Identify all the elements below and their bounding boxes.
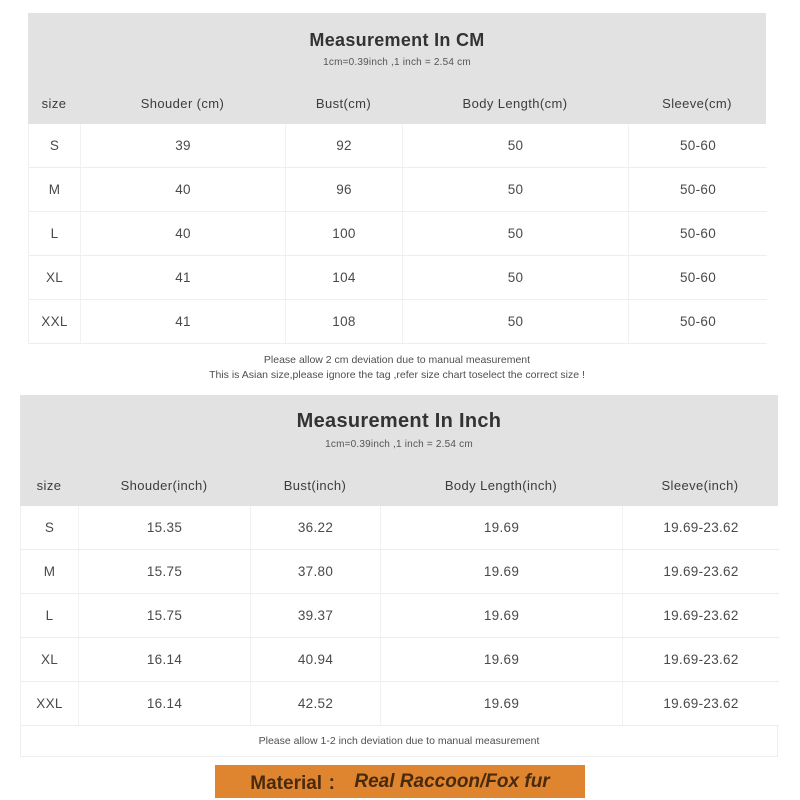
value-cell: 16.14	[79, 682, 251, 726]
value-cell: 40	[81, 168, 286, 212]
table-row-l	[29, 212, 765, 256]
value-cell: 50	[403, 256, 629, 300]
column-header-sleeve-inch: Sleeve(inch)	[661, 477, 739, 493]
value-cell: 50-60	[629, 300, 767, 344]
column-header-size: size	[36, 477, 62, 493]
cm-table-subtitle: 1cm=0.39inch ,1 inch = 2.54 cm	[323, 57, 471, 68]
cm-note-line-2: This is Asian size,please ignore the tag ,refer size chart toselect the correct size !	[209, 369, 585, 381]
value-cell: 19.69-23.62	[623, 638, 779, 682]
table-row-s	[29, 124, 765, 168]
material-label: Material ：	[250, 773, 347, 794]
inch-table-notes	[20, 726, 778, 757]
column-header-body-length-inch: Body Length(inch)	[444, 477, 558, 493]
size-cell: M	[21, 550, 79, 594]
column-header-size: size	[41, 95, 67, 111]
table-row-s	[21, 506, 777, 550]
size-cell: XL	[29, 256, 81, 300]
value-cell: 39	[81, 124, 286, 168]
value-cell: 50-60	[629, 256, 767, 300]
value-cell: 19.69	[381, 506, 623, 550]
value-cell: 36.22	[251, 506, 381, 550]
value-cell: 37.80	[251, 550, 381, 594]
value-cell: 19.69-23.62	[623, 682, 779, 726]
column-header-bust-inch: Bust(inch)	[283, 477, 347, 493]
column-header-body-length-cm: Body Length(cm)	[462, 95, 568, 111]
value-cell: 19.69-23.62	[623, 594, 779, 638]
cm-measurement-table	[28, 13, 766, 395]
size-cell: L	[21, 594, 79, 638]
table-row-xl	[21, 638, 777, 682]
table-row-m	[29, 168, 765, 212]
value-cell: 50	[403, 300, 629, 344]
material-value: Real Raccoon/Fox fur	[354, 770, 550, 792]
value-cell: 19.69-23.62	[623, 506, 779, 550]
size-cell: L	[29, 212, 81, 256]
value-cell: 108	[286, 300, 403, 344]
size-cell: S	[29, 124, 81, 168]
value-cell: 39.37	[251, 594, 381, 638]
cm-table-notes	[28, 344, 766, 395]
column-header-shouder-cm: Shouder (cm)	[140, 95, 225, 111]
cm-note-line-1: Please allow 2 cm deviation due to manual measurement	[263, 354, 531, 366]
table-row-xxl	[29, 300, 765, 344]
table-row-l	[21, 594, 777, 638]
value-cell: 16.14	[79, 638, 251, 682]
cm-column-header-row	[28, 82, 766, 124]
value-cell: 15.75	[79, 594, 251, 638]
cm-table-title: Measurement In CM	[309, 30, 485, 50]
value-cell: 104	[286, 256, 403, 300]
value-cell: 41	[81, 300, 286, 344]
size-cell: S	[21, 506, 79, 550]
cm-table-body	[28, 124, 766, 344]
size-cell: XXL	[21, 682, 79, 726]
inch-table-title: Measurement In Inch	[296, 410, 502, 432]
inch-column-header-row	[20, 464, 778, 506]
value-cell: 50-60	[629, 124, 767, 168]
inch-table-subtitle: 1cm=0.39inch ,1 inch = 2.54 cm	[325, 439, 473, 450]
inch-table-body	[20, 506, 778, 726]
column-header-shouder-inch: Shouder(inch)	[120, 477, 208, 493]
value-cell: 41	[81, 256, 286, 300]
size-cell: M	[29, 168, 81, 212]
value-cell: 19.69-23.62	[623, 550, 779, 594]
value-cell: 100	[286, 212, 403, 256]
table-row-m	[21, 550, 777, 594]
value-cell: 50-60	[629, 212, 767, 256]
column-header-sleeve-cm: Sleeve(cm)	[662, 95, 732, 111]
inch-table-header	[20, 395, 778, 506]
table-row-xxl	[21, 682, 777, 726]
value-cell: 42.52	[251, 682, 381, 726]
inch-measurement-table	[20, 395, 778, 757]
value-cell: 19.69	[381, 638, 623, 682]
value-cell: 15.35	[79, 506, 251, 550]
value-cell: 40.94	[251, 638, 381, 682]
value-cell: 19.69	[381, 550, 623, 594]
value-cell: 50	[403, 124, 629, 168]
table-row-xl	[29, 256, 765, 300]
value-cell: 50-60	[629, 168, 767, 212]
value-cell: 92	[286, 124, 403, 168]
cm-table-header	[28, 13, 766, 124]
material-banner	[215, 765, 585, 798]
value-cell: 19.69	[381, 682, 623, 726]
value-cell: 40	[81, 212, 286, 256]
value-cell: 50	[403, 168, 629, 212]
value-cell: 50	[403, 212, 629, 256]
value-cell: 19.69	[381, 594, 623, 638]
size-cell: XL	[21, 638, 79, 682]
inch-note-line-1: Please allow 1-2 inch deviation due to manual measurement	[258, 735, 540, 747]
column-header-bust-cm: Bust(cm)	[315, 95, 372, 111]
value-cell: 96	[286, 168, 403, 212]
size-cell: XXL	[29, 300, 81, 344]
value-cell: 15.75	[79, 550, 251, 594]
